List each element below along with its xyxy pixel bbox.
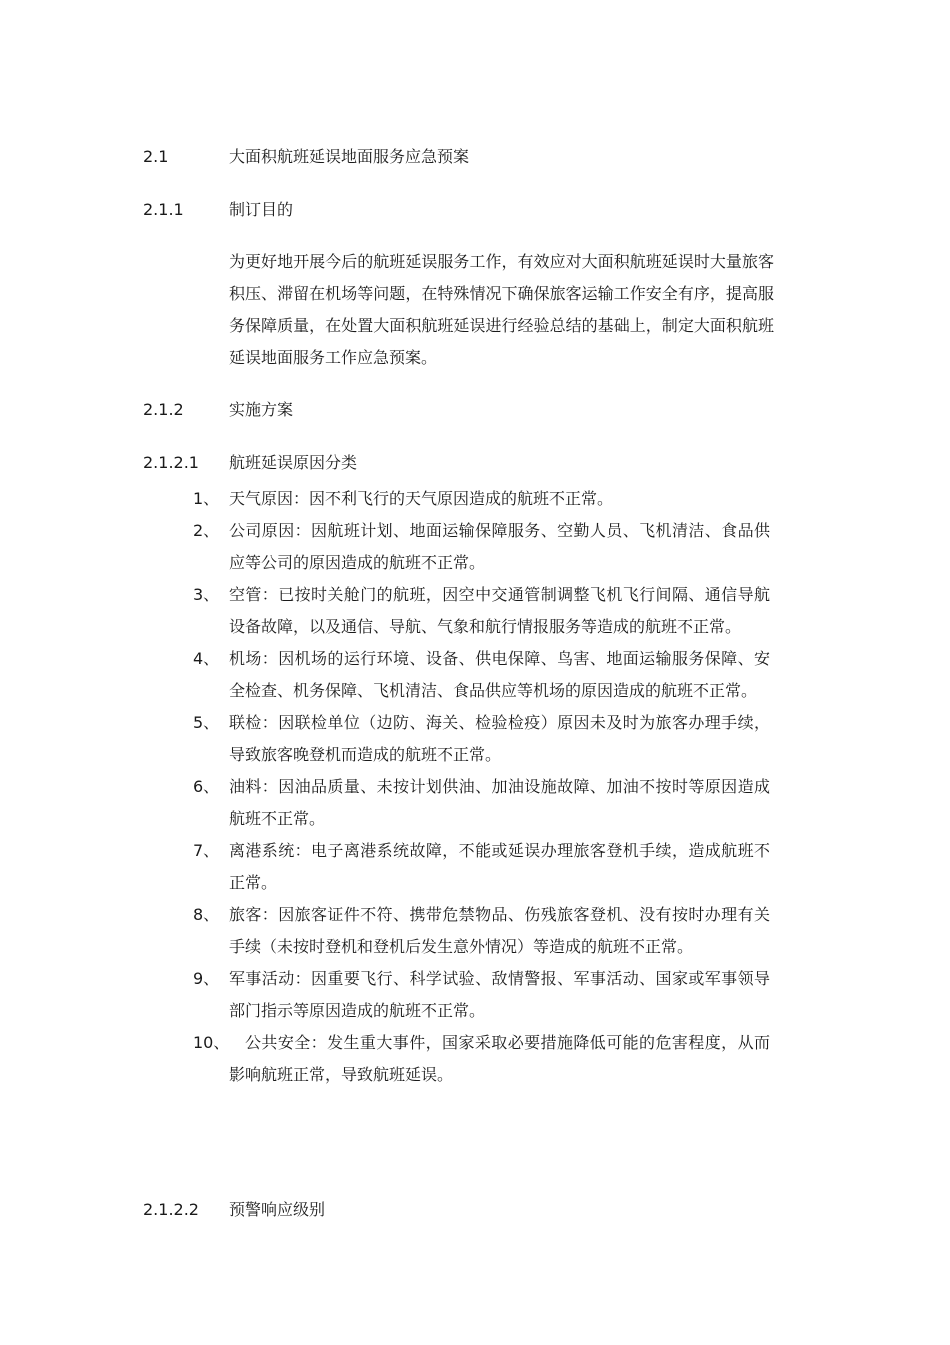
list-item-text: 旅客：因旅客证件不符、携带危禁物品、伤残旅客登机、没有按时办理有关手续（未按时登机和登机后发生意外情况）等造成的航班不正常。 bbox=[229, 905, 770, 956]
list-item-marker: 5、 bbox=[193, 713, 220, 732]
list-item bbox=[0, 643, 950, 707]
subsection-number: 2.1.1 bbox=[143, 200, 184, 219]
delay-causes-list bbox=[0, 483, 950, 1091]
list-item-marker: 3、 bbox=[193, 585, 220, 604]
list-item bbox=[0, 1027, 950, 1091]
list-item bbox=[0, 771, 950, 835]
list-item-text: 天气原因：因不利飞行的天气原因造成的航班不正常。 bbox=[229, 489, 614, 508]
list-item-text: 空管：已按时关舱门的航班，因空中交通管制调整飞机飞行间隔、通信导航设备故障，以及通信、导航、气象和航行情报服务等造成的航班不正常。 bbox=[229, 585, 770, 636]
list-item bbox=[0, 835, 950, 899]
list-item-text: 离港系统：电子离港系统故障，不能或延误办理旅客登机手续，造成航班不正常。 bbox=[229, 841, 770, 892]
list-item bbox=[0, 515, 950, 579]
list-item-text: 联检：因联检单位（边防、海关、检验检疫）原因未及时为旅客办理手续，导致旅客晚登机而造成的航班不正常。 bbox=[229, 713, 770, 764]
list-item-marker: 9、 bbox=[193, 969, 220, 988]
subsubsection-number: 2.1.2.1 bbox=[143, 453, 199, 472]
subsubsection-title: 航班延误原因分类 bbox=[229, 453, 358, 472]
list-item-marker: 4、 bbox=[193, 649, 220, 668]
list-item bbox=[0, 899, 950, 963]
list-item-marker: 10、 bbox=[193, 1033, 230, 1052]
subsection-number: 2.1.2 bbox=[143, 400, 184, 419]
subsubsection-number: 2.1.2.2 bbox=[143, 1200, 199, 1219]
list-item-marker: 2、 bbox=[193, 521, 220, 540]
section-title: 大面积航班延误地面服务应急预案 bbox=[229, 147, 470, 166]
list-item bbox=[0, 483, 950, 515]
list-item-marker: 7、 bbox=[193, 841, 220, 860]
list-item-text: 军事活动：因重要飞行、科学试验、敌情警报、军事活动、国家或军事领导部门指示等原因造成的航班不正常。 bbox=[229, 969, 770, 1020]
list-item-text: 机场：因机场的运行环境、设备、供电保障、鸟害、地面运输服务保障、安全检查、机务保障、飞机清洁、食品供应等机场的原因造成的航班不正常。 bbox=[229, 649, 770, 700]
subsection-title: 制订目的 bbox=[229, 200, 294, 219]
subsection-title: 实施方案 bbox=[229, 400, 294, 419]
list-item-marker: 6、 bbox=[193, 777, 220, 796]
list-item bbox=[0, 963, 950, 1027]
list-item-marker: 8、 bbox=[193, 905, 220, 924]
list-item bbox=[0, 707, 950, 771]
list-item-marker: 1、 bbox=[193, 489, 220, 508]
list-item-text: 公共安全：发生重大事件，国家采取必要措施降低可能的危害程度，从而影响航班正常，导致航班延误。 bbox=[229, 1033, 770, 1084]
subsubsection-title: 预警响应级别 bbox=[229, 1200, 326, 1219]
section-number: 2.1 bbox=[143, 147, 169, 166]
purpose-paragraph: 为更好地开展今后的航班延误服务工作，有效应对大面积航班延误时大量旅客积压、滞留在机场等问题，在特殊情况下确保旅客运输工作安全有序，提高服务保障质量，在处置大面积航班延误进行经验总结的基础上，制定大面积航班延误地面服务工作应急预案。 bbox=[229, 252, 774, 367]
list-item-text: 公司原因：因航班计划、地面运输保障服务、空勤人员、飞机清洁、食品供应等公司的原因造成的航班不正常。 bbox=[229, 521, 770, 572]
list-item-text: 油料：因油品质量、未按计划供油、加油设施故障、加油不按时等原因造成航班不正常。 bbox=[229, 777, 770, 828]
list-item bbox=[0, 579, 950, 643]
